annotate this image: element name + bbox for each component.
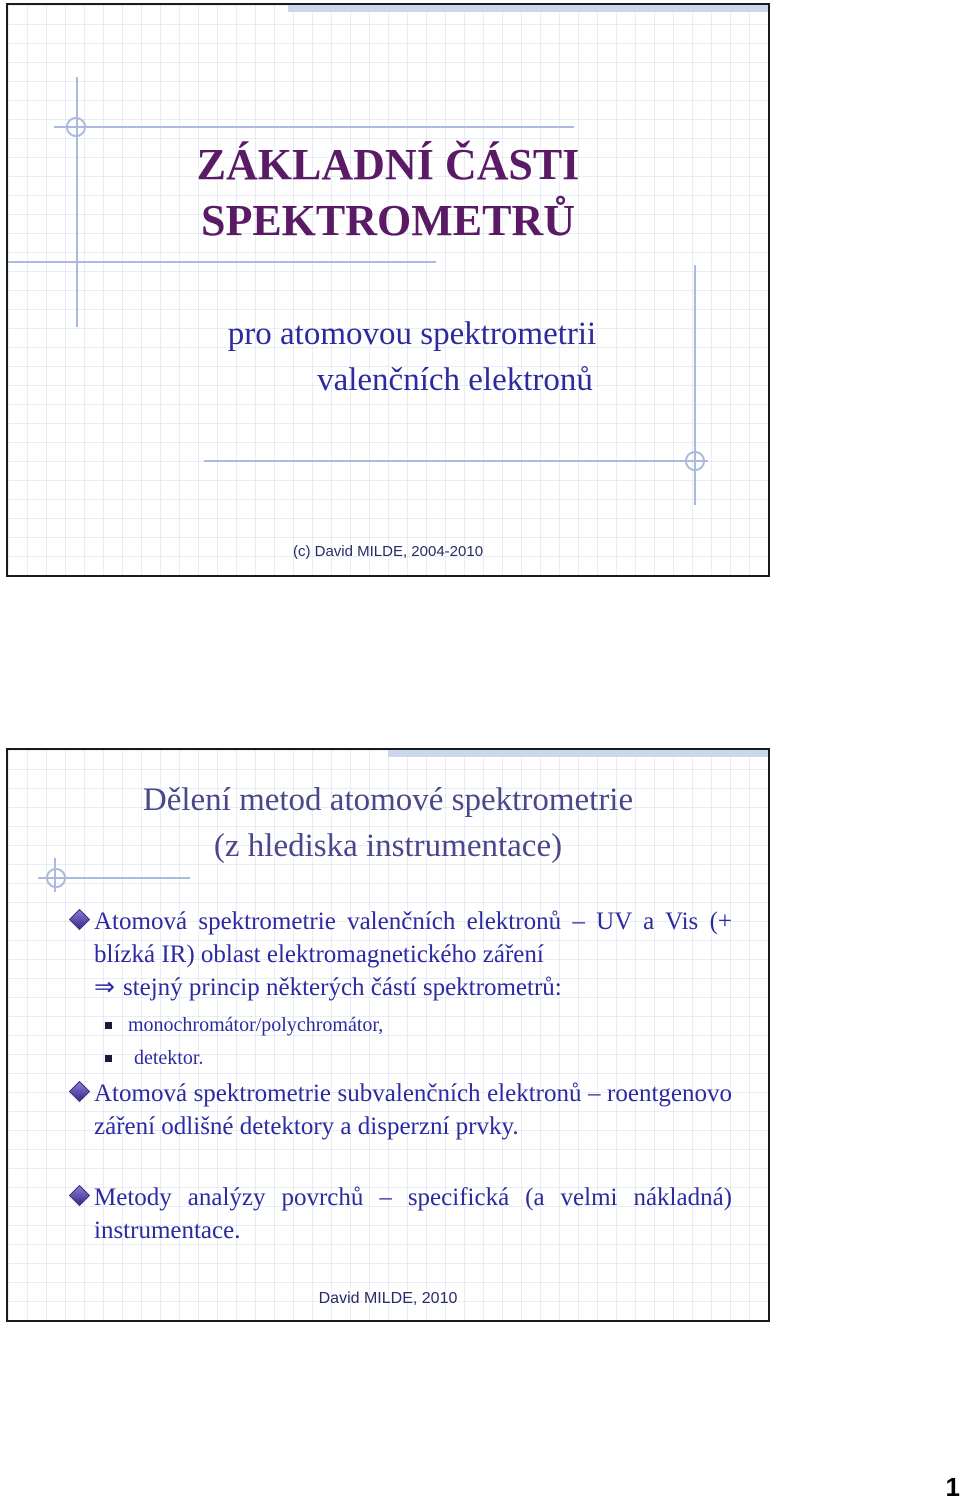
slide-title-line: ZÁKLADNÍ ČÁSTI xyxy=(196,140,580,189)
bullet-item xyxy=(94,1182,732,1247)
slide-2 xyxy=(6,748,770,1322)
slide-top-accent-bar xyxy=(388,750,768,757)
decor-horizontal-line xyxy=(204,460,708,462)
sub-bullet-text: monochromátor/polychromátor, xyxy=(128,1014,384,1036)
bullet-item xyxy=(94,1078,732,1143)
bullet-continuation xyxy=(94,972,732,1005)
crosshair-icon xyxy=(685,451,705,471)
diamond-bullet-icon xyxy=(69,909,90,930)
decor-horizontal-line xyxy=(8,261,436,263)
bullet-item xyxy=(94,906,732,971)
bullet-text: Atomová spektrometrie valenčních elektronů – UV a Vis (+ blízká IR) oblast elektromagnetického záření xyxy=(94,908,732,968)
slide-title-line: Dělení metod atomové spektrometrie xyxy=(142,782,634,818)
implies-arrow-icon: ⇒ xyxy=(94,974,115,1001)
square-bullet-icon xyxy=(105,1055,112,1062)
sub-bullet-text: detektor. xyxy=(134,1047,204,1069)
slide-top-accent-bar xyxy=(288,5,768,12)
square-bullet-icon xyxy=(105,1022,112,1029)
page-number: 1 xyxy=(945,1472,960,1502)
slide-title-line: SPEKTROMETRŮ xyxy=(200,196,576,245)
slide-subtitle-line: valenčních elektronů xyxy=(317,362,593,398)
slide-footer: (c) David MILDE, 2004-2010 xyxy=(292,543,484,560)
crosshair-icon xyxy=(46,868,66,888)
bullet-text: Atomová spektrometrie subvalenčních elektronů – roentgenovo záření odlišné detektory a disperzní prvky. xyxy=(94,1080,732,1140)
bullet-text: stejný princip některých částí spektrometrů: xyxy=(122,974,562,1001)
slide-footer: David MILDE, 2010 xyxy=(318,1290,458,1307)
crosshair-icon xyxy=(66,117,86,137)
diamond-bullet-icon xyxy=(69,1081,90,1102)
slide-subtitle-line: pro atomovou spektrometrii xyxy=(227,316,597,352)
diamond-bullet-icon xyxy=(69,1185,90,1206)
slide-1 xyxy=(6,3,770,577)
slide-title-line: (z hlediska instrumentace) xyxy=(213,828,563,864)
decor-horizontal-line xyxy=(54,126,574,128)
bullet-text: Metody analýzy povrchů – specifická (a velmi nákladná) instrumentace. xyxy=(94,1184,732,1244)
